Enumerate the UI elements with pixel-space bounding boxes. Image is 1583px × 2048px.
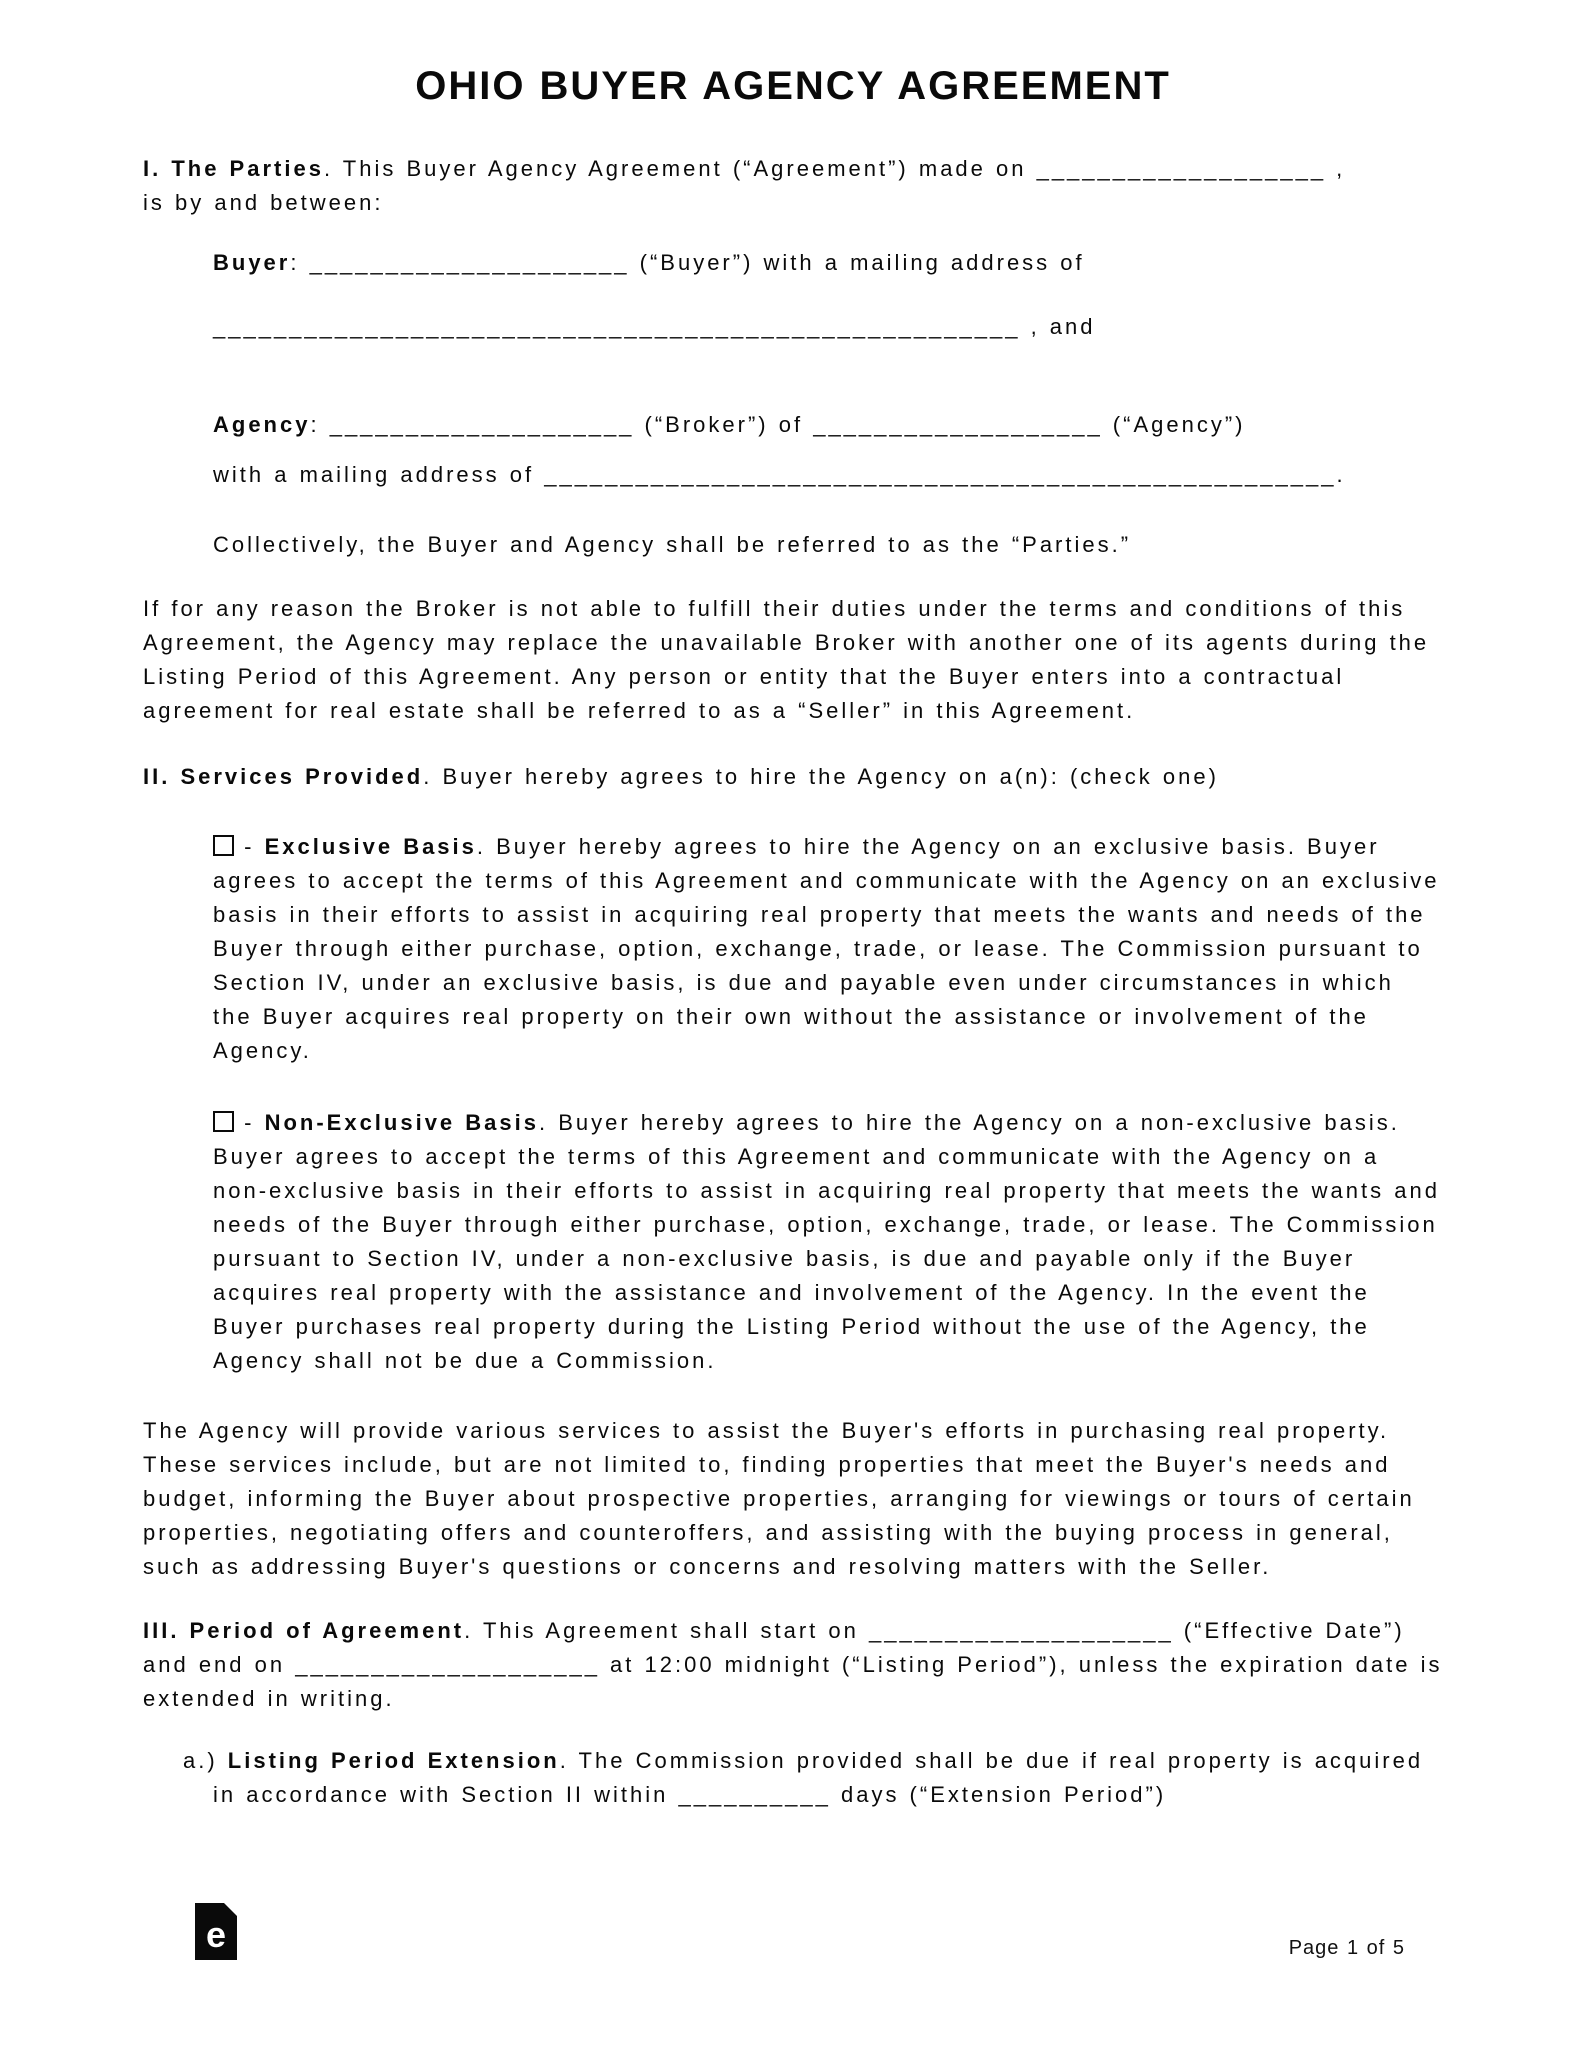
section-period-heading: III. Period of Agreement (143, 1618, 465, 1643)
buyer-address-blank: _____________________________________________________ , and (213, 314, 1096, 339)
buyer-line (213, 246, 1443, 280)
section-period-paragraph (143, 1614, 1443, 1716)
extension-marker: a.) (183, 1748, 228, 1773)
extension-text: . The Commission provided shall be due if real property is acquired in accordance with Section II within __________ days (“Extension Period”) (213, 1748, 1424, 1807)
exclusive-basis-text: . Buyer hereby agrees to hire the Agency on an exclusive basis. Buyer agrees to accept the terms of this Agreement and communicate with the Agency on an exclusive basis in their efforts to assist in acquiring real property that meets the wants and needs of the Buyer through either purchase, option, exchange, trade, or lease. The Commission pursuant to Section IV, under an exclusive basis, is due and payable even under circumstances in which the Buyer acquires real property on their own without the assistance or involvement of the Agency. (213, 834, 1440, 1063)
logo-fold-corner-icon (224, 1903, 237, 1916)
section-period-text: . This Agreement shall start on ____________________ (“Effective Date”) and end on ____________________ at 12:00 midnight (“Listing Period”), unless the expiration date is extended in writing. (143, 1618, 1443, 1711)
extension-label: Listing Period Extension (227, 1748, 560, 1773)
non-exclusive-basis-text: . Buyer hereby agrees to hire the Agency on a non-exclusive basis. Buyer agrees to accept the terms of this Agreement and communicate with the Agency on a non-exclusive basis in their efforts to assist in acquiring real property that meets the wants and needs of the Buyer through either purchase, option, exchange, trade, or lease. The Commission pursuant to Section IV, under a non-exclusive basis, is due and payable only if the Buyer acquires real property with the assistance and involvement of the Agency. In the event the Buyer purchases real property during the Listing Period without the use of the Agency, the Agency shall not be due a Commission. (213, 1110, 1440, 1373)
section-parties-heading: I. The Parties (143, 156, 324, 181)
agency-address-blank: with a mailing address of ____________________________________________________. (213, 462, 1346, 487)
exclusive-basis-label: Exclusive Basis (264, 834, 477, 859)
non-exclusive-basis-paragraph (213, 1106, 1443, 1378)
exclusive-basis-paragraph (213, 830, 1443, 1068)
eforms-logo-letter: e (205, 1913, 227, 1955)
section-parties-paragraph (143, 152, 1443, 220)
collectively-paragraph: Collectively, the Buyer and Agency shall be referred to as the “Parties.” (213, 532, 1132, 557)
section-services-text: . Buyer hereby agrees to hire the Agency on a(n): (check one) (423, 764, 1219, 789)
agency-name-blank: : ____________________ (“Broker”) of ___________________ (“Agency”) (310, 412, 1246, 437)
eforms-logo-icon (195, 1903, 237, 1960)
section-services-heading-paragraph (143, 760, 1443, 794)
buyer-name-blank: : _____________________ (“Buyer”) with a mailing address of (290, 250, 1085, 275)
document-title: OHIO BUYER AGENCY AGREEMENT (415, 64, 1171, 108)
agency-line (213, 408, 1443, 442)
page-footer (143, 1903, 1405, 1960)
buyer-label: Buyer (213, 250, 291, 275)
exclusive-basis-dash: - (234, 834, 265, 859)
exclusive-basis-checkbox[interactable] (213, 835, 234, 856)
listing-period-extension-paragraph (183, 1744, 1443, 1812)
non-exclusive-basis-label: Non-Exclusive Basis (264, 1110, 539, 1135)
section-parties-text: . This Buyer Agency Agreement (“Agreement”) made on ___________________ , (323, 156, 1346, 181)
broker-replacement-paragraph: If for any reason the Broker is not able to fulfill their duties under the terms and conditions of this Agreement, the Agency may replace the unavailable Broker with another one of its agents during the Listing Period of this Agreement. Any person or entity that the Buyer enters into a contractual agreement for real estate shall be referred to as a “Seller” in this Agreement. (143, 596, 1430, 723)
agency-label: Agency (213, 412, 311, 437)
non-exclusive-basis-dash: - (234, 1110, 265, 1135)
page-number: Page 1 of 5 (1288, 1937, 1405, 1959)
section-services-heading: II. Services Provided (143, 764, 424, 789)
non-exclusive-basis-checkbox[interactable] (213, 1111, 234, 1132)
agency-services-paragraph: The Agency will provide various services to assist the Buyer's efforts in purchasing real property. These services include, but are not limited to, finding properties that meet the Buyer's needs and budget, informing the Buyer about prospective properties, arranging for viewings or tours of certain properties, negotiating offers and counteroffers, and assisting with the buying process in general, such as addressing Buyer's questions or concerns and resolving matters with the Seller. (143, 1418, 1415, 1579)
section-parties-text-line2: is by and between: (143, 190, 384, 215)
